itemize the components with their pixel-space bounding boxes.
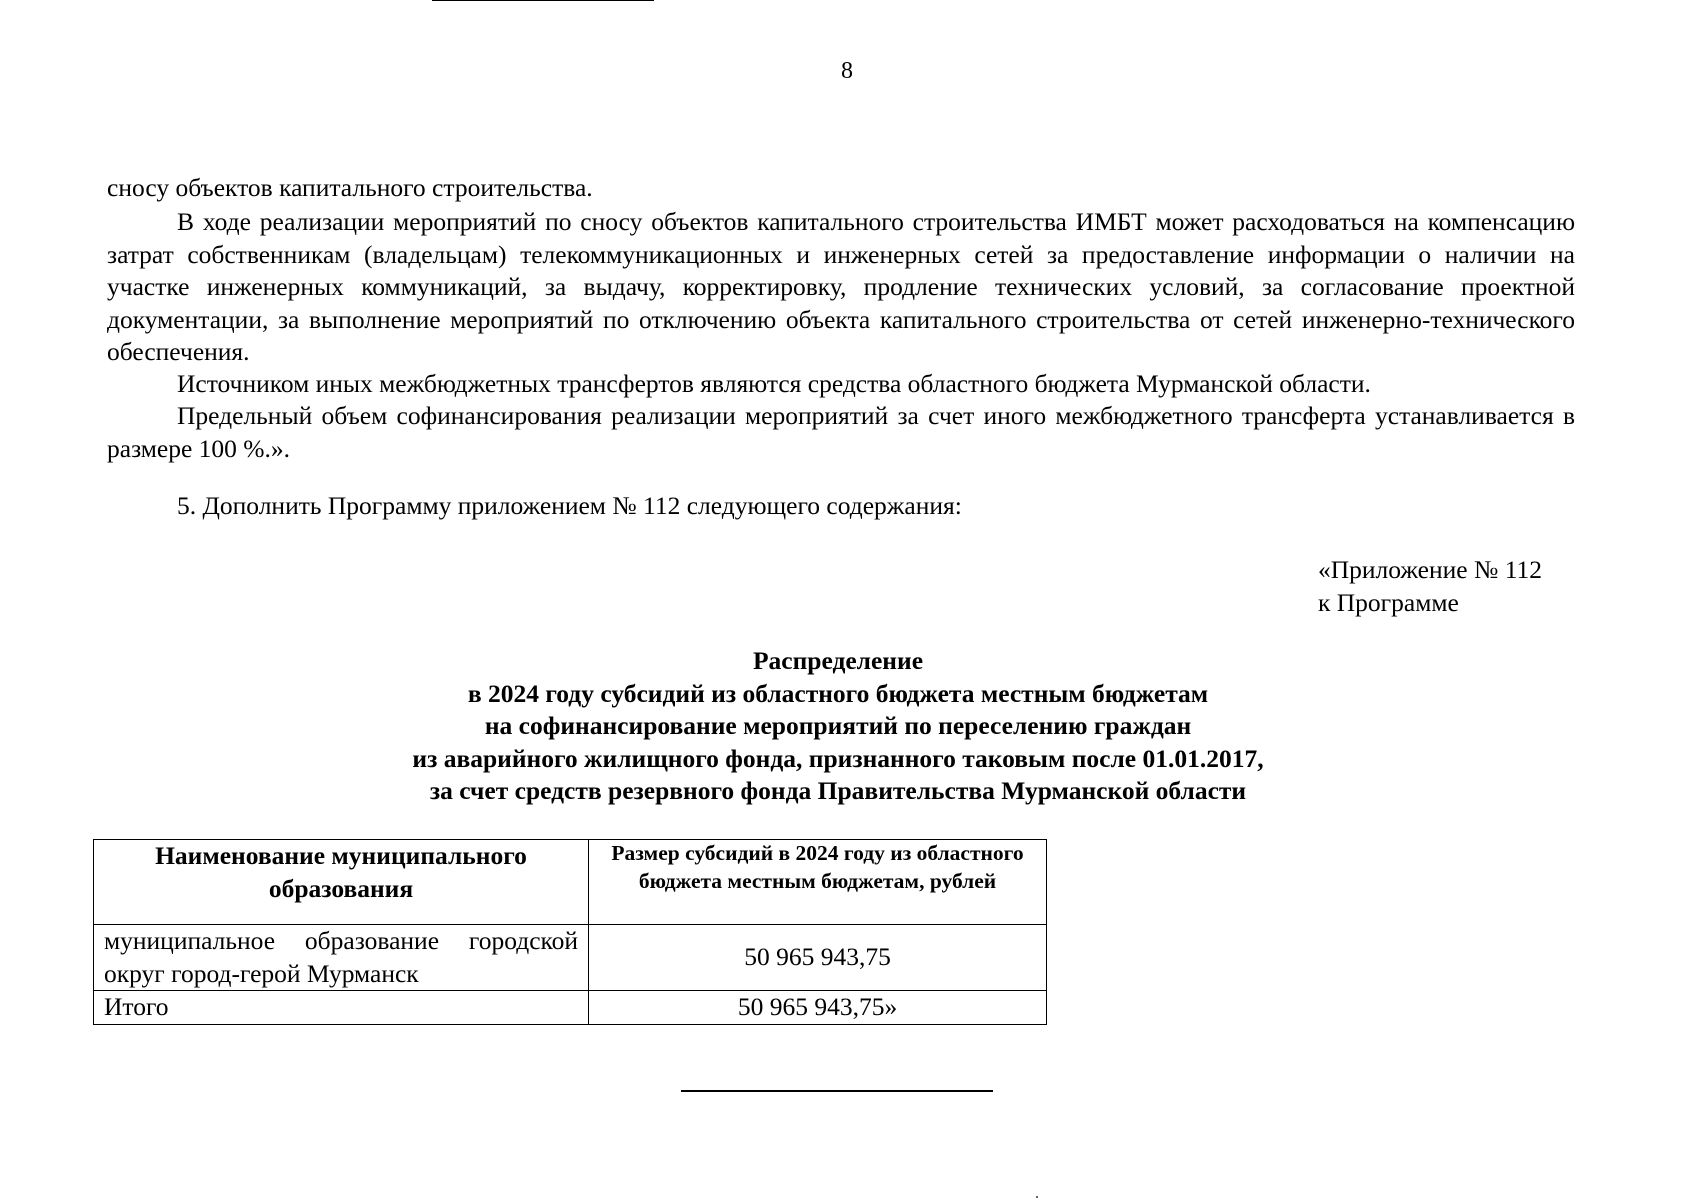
paragraph-continuation: сносу объектов капитального строительства.: [107, 173, 593, 202]
scan-speck: [1036, 1196, 1038, 1198]
page-number: 8: [841, 58, 853, 84]
paragraph-item-5: 5. Дополнить Программу приложением № 112 следующего содержания:: [177, 491, 962, 520]
subsidy-table: [93, 839, 1047, 1025]
heading-line-5: за счет средств резервного фонда Правительства Мурманской области: [429, 776, 1247, 805]
heading-line-3: на софинансирование мероприятий по переселению граждан: [484, 711, 1192, 740]
total-label: Итого: [94, 991, 589, 1025]
heading-line-4: из аварийного жилищного фонда, признанного таковым после 01.01.2017,: [412, 743, 1264, 773]
closing-rule: [681, 1090, 993, 1092]
top-rule: [432, 0, 654, 1]
header-municipality: Наименование муниципального образования: [94, 840, 589, 925]
appendix-reference: [1318, 554, 1542, 619]
table-header-row: [94, 840, 1047, 925]
appendix-line-1: «Приложение № 112: [1318, 555, 1542, 584]
paragraph-funding-source: Источником иных межбюджетных трансфертов являются средства областного бюджета Мурманской области.: [177, 369, 1371, 398]
appendix-line-2: к Программе: [1318, 587, 1459, 617]
total-value: 50 965 943,75»: [589, 991, 1047, 1025]
paragraph-cofinancing-limit: Предельный объем софинансирования реализации мероприятий за счет иного межбюджетного трансферта устанавливается в размере 100 %.».: [107, 401, 1575, 463]
table-total-row: [94, 991, 1047, 1025]
heading-line-2: в 2024 году субсидий из областного бюджета местным бюджетам: [467, 678, 1209, 708]
heading-line-1: Распределение: [752, 646, 924, 675]
municipality-name: муниципальное образование городской округ город-герой Мурманск: [94, 925, 589, 991]
header-subsidy-amount: Размер субсидий в 2024 году из областного бюджета местным бюджетам, рублей: [589, 840, 1047, 925]
table-heading: [200, 645, 1476, 808]
table-row: [94, 925, 1047, 991]
subsidy-value: 50 965 943,75: [589, 925, 1047, 991]
paragraph-imbt-expenses: В ходе реализации мероприятий по сносу объектов капитального строительства ИМБТ может расходоваться на компенсацию затрат собственникам (владельцам) телекоммуникационных и инженерных сетей за предоставление информации о наличии на участке инженерных коммуникаций, за выдачу, корректировку, продление технических условий, за согласование проектной документации, за выполнение мероприятий по отключению объекта капитального строительства от сетей инженерно-технического обеспечения.: [107, 207, 1575, 366]
